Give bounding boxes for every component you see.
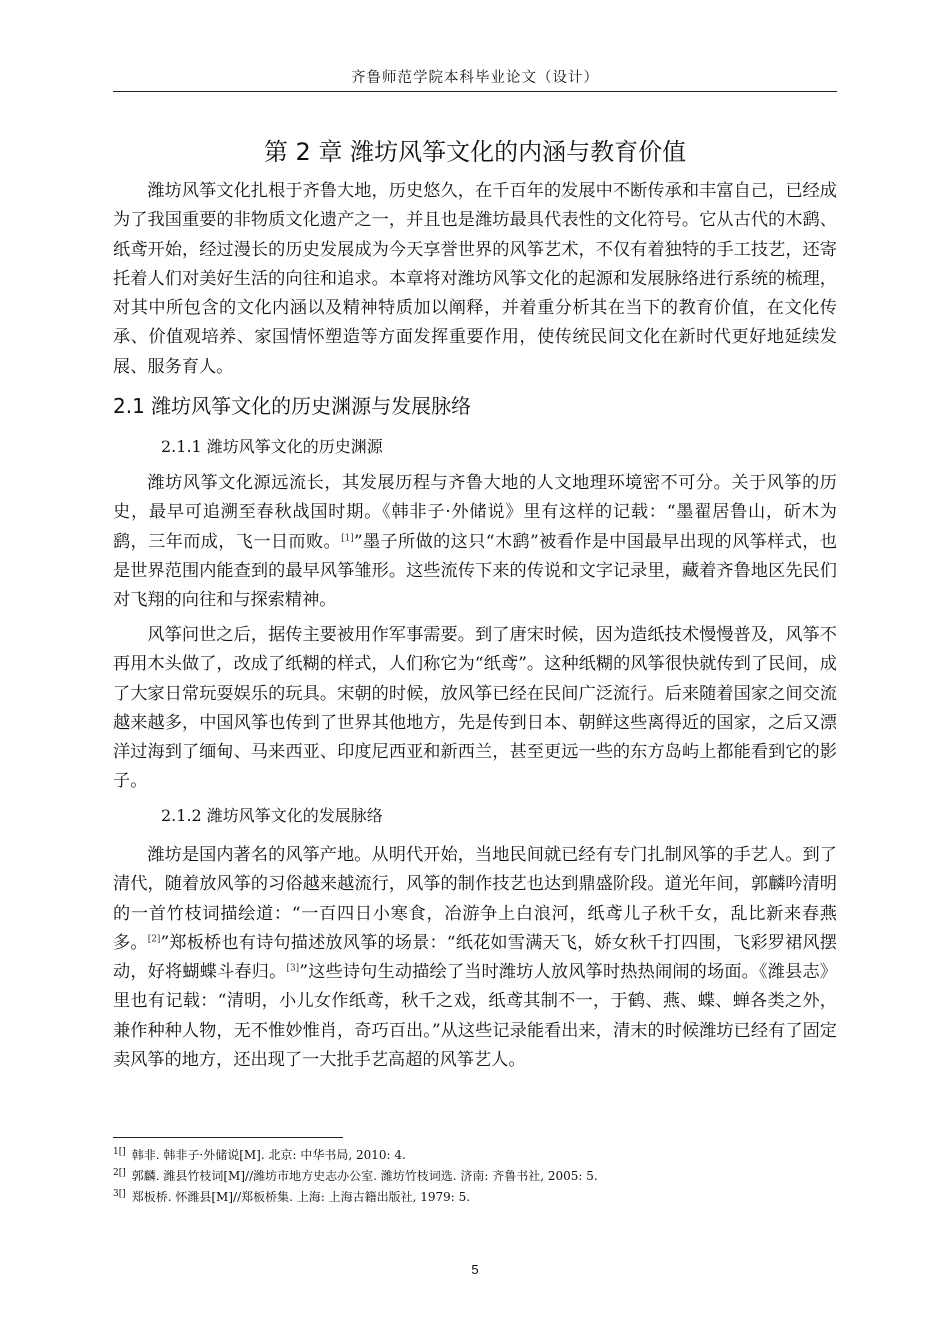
footnote-mark: 2[] <box>113 1168 126 1178</box>
intro-paragraph: 潍坊风筝文化扎根于齐鲁大地，历史悠久，在千百年的发展中不断传承和丰富自己，已经成为了我国重要的非物质文化遗产之一，并且也是潍坊最具代表性的文化符号。它从古代的木鹞、纸鸢开始，经过漫长的历史发展成为今天享誉世界的风筝艺术，不仅有着独特的手工技艺，还寄托着人们对美好生活的向往和追求。本章将对潍坊风筝文化的起源和发展脉络进行系统的梳理，对其中所包含的文化内涵以及精神特质加以阐释，并着重分析其在当下的教育价值，在文化传承、价值观培养、家国情怀塑造等方面发挥重要作用，使传统民间文化在新时代更好地延续发展、服务育人。 <box>113 181 837 377</box>
paragraph-2-1-1-b: 风筝问世之后，据传主要被用作军事需要。到了唐宋时候，因为造纸技术慢慢普及，风筝不再用木头做了，改成了纸糊的样式，人们称它为“纸鸢”。这种纸糊的风筝很快就传到了民间，成了大家日常玩耍娱乐的玩具。宋朝的时候，放风筝已经在民间广泛流行。后来随着国家之间交流越来越多，中国风筝也传到了世界其他地方，先是传到日本、朝鲜这些离得近的国家，之后又漂洋过海到了缅甸、马来西亚、印度尼西亚和新西兰，甚至更远一些的东方岛屿上都能看到它的影子。 <box>113 625 837 792</box>
footnote-text: 郑板桥. 怀潍县[M]//郑板桥集. 上海: 上海古籍出版社, 1979: 5. <box>131 1190 471 1204</box>
paragraph-text: 潍坊风筝文化源远流长，其发展历程与齐鲁大地的人文地理环境密不可分。关于风筝的历史，最早可追溯至春秋战国时期。《韩非子·外储说》里有这样的记载：“墨翟居鲁山，斫木为鹞，三年而成，飞一日而败。 <box>113 473 837 552</box>
running-header: 齐鲁师范学院本科毕业论文（设计） <box>351 70 599 86</box>
paragraph-text: ”墨子所做的这只“木鹞”被看作是中国最早出现的风筝样式，也是世界范围内能查到的最早风筝雏形。这些流传下来的传说和文字记录里，藏着齐鲁地区先民们对飞翔的向往和与探索精神。 <box>113 531 837 611</box>
footnote-rule <box>113 1137 343 1138</box>
page-number: 5 <box>471 1262 479 1277</box>
chapter-title: 第 2 章 潍坊风筝文化的内涵与教育价值 <box>263 138 687 166</box>
paragraph-text: ”郑板桥也有诗句描述放风筝的场景：“纸花如雪满天飞，娇女秋千打四围，飞彩罗裙风摆动，好将蝴蝶斗春归。 <box>113 932 837 983</box>
paragraph-text: ”这些诗句生动描绘了当时潍坊人放风筝时热热闹闹的场面。《潍县志》里也有记载：“清明，小儿女作纸鸢，秋千之戏，纸鸢其制不一，于鹤、燕、蝶、蝉各类之外，兼作种种人物，无不惟妙惟肖，奇巧百出。”从这些记录能看出来，清末的时候潍坊已经有了固定卖风筝的地方，还出现了一大批手艺高超的风筝艺人。 <box>113 962 837 1071</box>
section-title-2-1: 2.1 潍坊风筝文化的历史渊源与发展脉络 <box>113 394 472 418</box>
footnote <box>113 1187 837 1208</box>
footnote-ref-2[interactable]: [2] <box>147 934 161 945</box>
footnote <box>113 1166 837 1187</box>
paragraph-2-1-1-a <box>113 469 837 615</box>
footnote-text: 韩非. 韩非子·外储说[M]. 北京: 中华书局, 2010: 4. <box>131 1148 406 1162</box>
subsection-title-2-1-1: 2.1.1 潍坊风筝文化的历史渊源 <box>161 437 383 456</box>
subsection-title-2-1-2: 2.1.2 潍坊风筝文化的发展脉络 <box>161 806 383 825</box>
footnote <box>113 1145 837 1166</box>
footnote-text: 郭麟. 潍县竹枝词[M]//潍坊市地方史志办公室. 潍坊竹枝词选. 济南: 齐鲁书社, 2005: 5. <box>131 1169 598 1183</box>
paragraph-text: 潍坊是国内著名的风筝产地。从明代开始，当地民间就已经有专门扎制风筝的手艺人。到了清代，随着放风筝的习俗越来越流行，风筝的制作技艺也达到鼎盛阶段。道光年间，郭麟吟清明的一首竹枝词描绘道：“一百四日小寒食，冶游争上白浪河，纸鸢儿子秋千女，乱比新来春燕多。 <box>113 845 837 953</box>
footnote-ref-3[interactable]: [3] <box>286 963 300 974</box>
footnote-mark: 1[] <box>113 1147 126 1157</box>
header-rule <box>113 91 837 92</box>
footnotes <box>113 1145 837 1208</box>
paragraph-2-1-2-a <box>113 841 837 1075</box>
footnote-mark: 3[] <box>113 1189 126 1199</box>
footnote-ref-1[interactable]: [1] <box>341 532 354 543</box>
